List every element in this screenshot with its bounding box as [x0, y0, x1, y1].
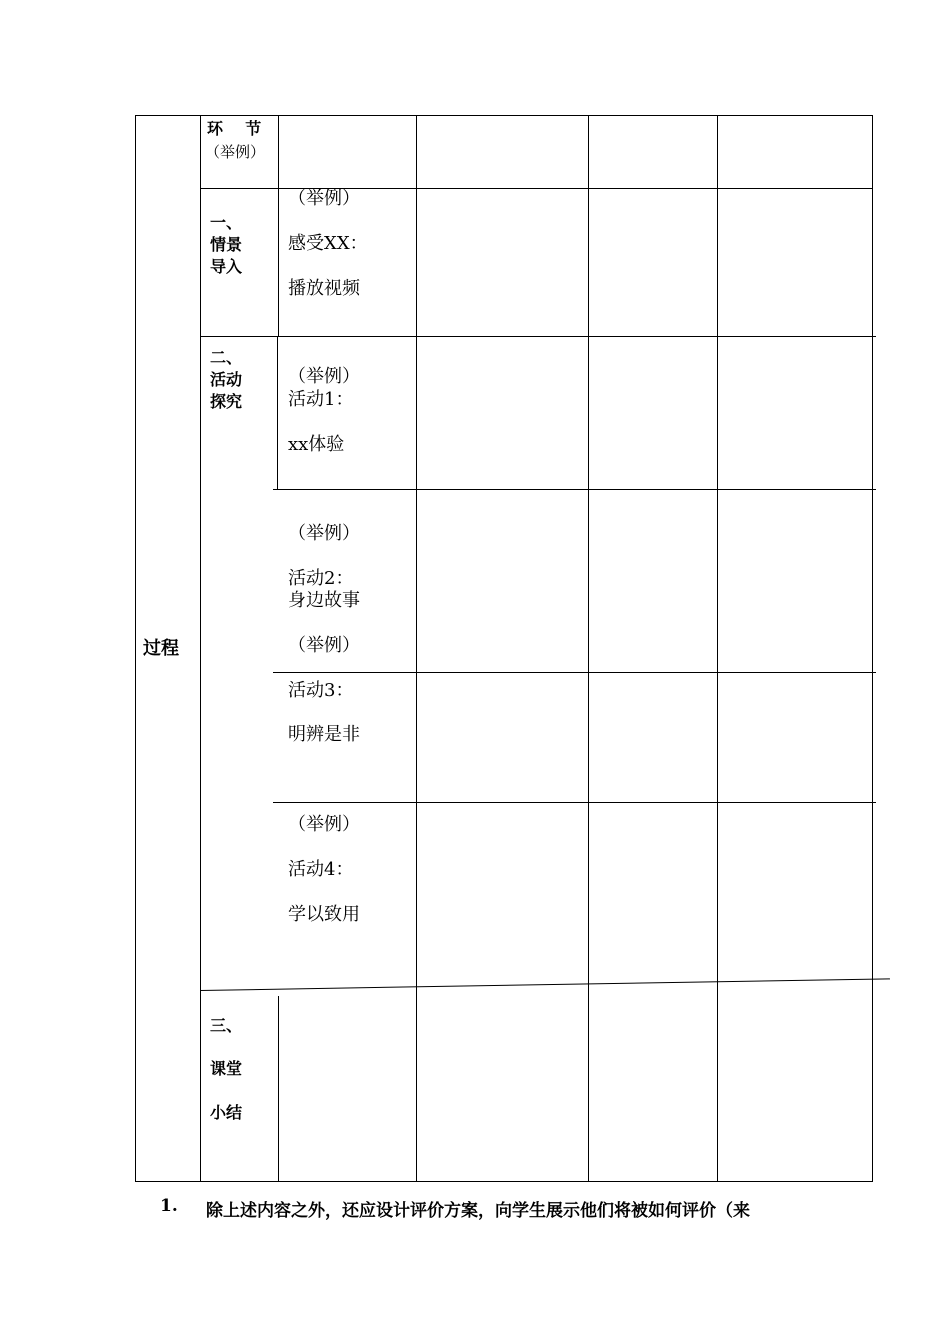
activity-line: 学以致用: [288, 904, 360, 925]
activity-line: （举例）: [288, 523, 360, 544]
row-line: [273, 672, 876, 673]
column-line: [200, 115, 201, 1182]
column-line: [588, 115, 589, 1182]
column-line: [278, 115, 279, 336]
activity-line: 明辨是非: [288, 724, 360, 745]
activity-line: 身边故事: [288, 590, 360, 611]
footnote-number: 1.: [160, 1196, 178, 1216]
activity-line: （举例）: [288, 366, 360, 387]
activity-line: 活动4：: [288, 859, 354, 880]
activity-line: （举例）: [288, 635, 360, 656]
activity-line: （举例）: [288, 188, 360, 209]
column-line: [278, 996, 279, 1182]
stage-header-note: （举例）: [205, 143, 266, 161]
process-label: 过程: [143, 638, 179, 659]
section-title-line: 一、: [210, 213, 243, 232]
stage-header-label: 环 节: [207, 119, 262, 138]
row-line: [273, 489, 876, 490]
activity-line: xx体验: [288, 434, 345, 455]
table-border-bottom: [135, 1181, 873, 1182]
section-title-line: 活动: [210, 370, 243, 389]
column-line: [416, 115, 417, 1182]
row-line-slanted: [200, 978, 890, 991]
footnote-text: 除上述内容之外，还应设计评价方案，向学生展示他们将被如何评价（来: [206, 1201, 750, 1221]
section-title-line: 课堂: [210, 1059, 243, 1078]
column-line: [717, 115, 718, 1182]
row-line: [273, 802, 876, 803]
activity-line: 活动2：: [288, 568, 354, 589]
section-title-line: 情景: [210, 235, 243, 254]
section-title-line: 导入: [210, 257, 243, 276]
column-line: [277, 336, 278, 490]
row-line: [200, 336, 876, 337]
table-border-top: [135, 115, 873, 116]
section-title-line: 二、: [210, 348, 243, 367]
activity-line: 感受XX：: [288, 233, 368, 254]
activity-line: 活动3：: [288, 680, 354, 701]
table-border-right: [872, 115, 873, 1182]
section-title-line: 小结: [210, 1103, 243, 1122]
activity-line: 播放视频: [288, 278, 360, 299]
section-title-line: 探究: [210, 392, 243, 411]
table-border-left: [135, 115, 136, 1182]
activity-line: （举例）: [288, 814, 360, 835]
section-title-line: 三、: [210, 1016, 243, 1035]
activity-line: 活动1：: [288, 389, 354, 410]
